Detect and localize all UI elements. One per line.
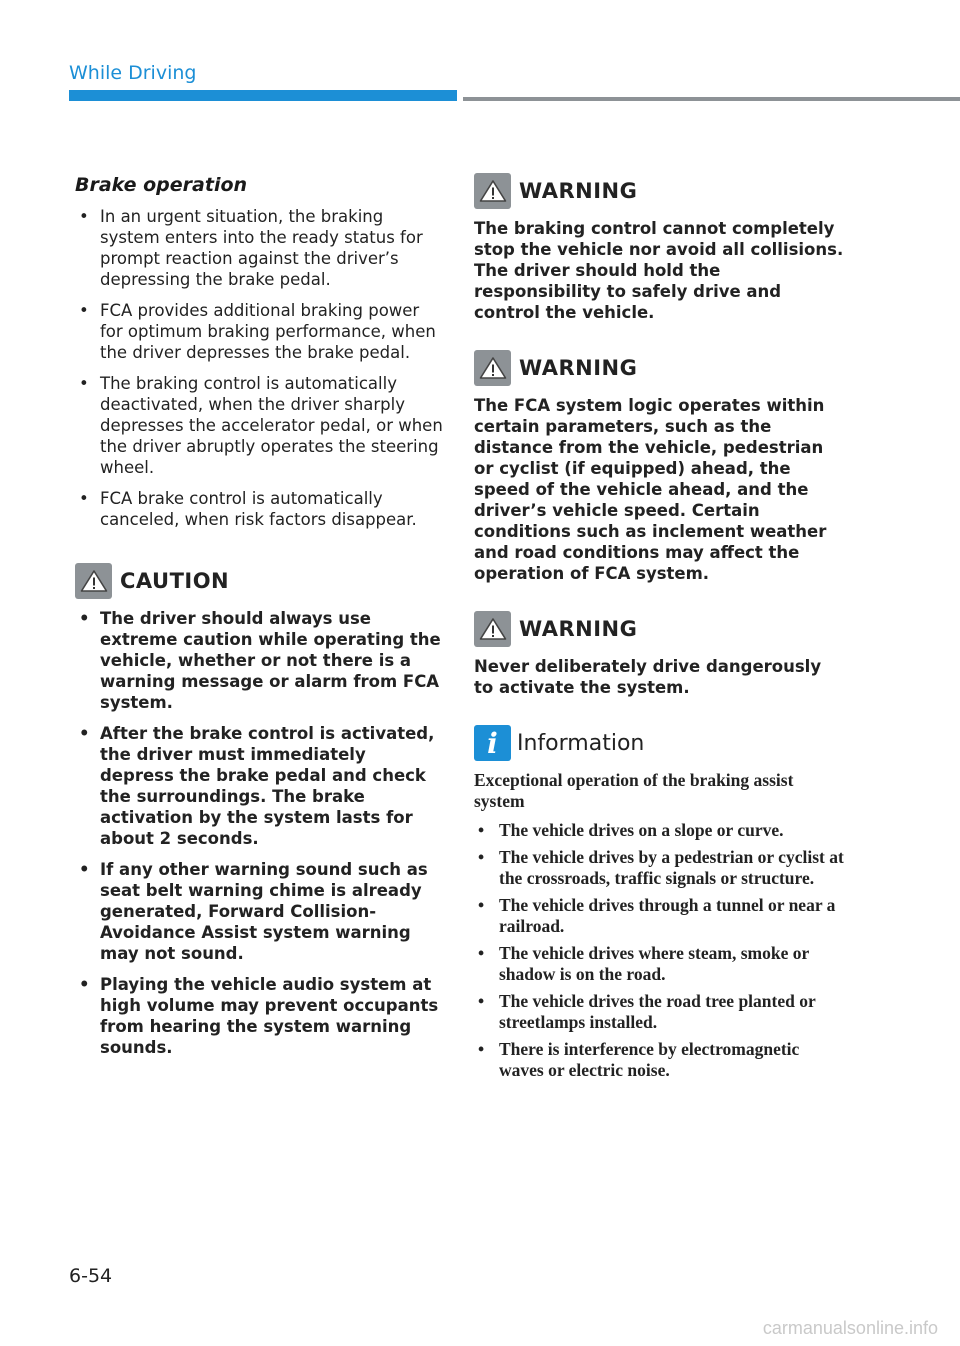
warning-triangle-icon xyxy=(474,173,511,209)
warning-triangle-icon xyxy=(474,611,511,647)
list-item: • The vehicle drives the road tree planted or streetlamps installed. xyxy=(474,991,844,1033)
information-body xyxy=(474,770,844,1081)
warning-triangle-icon xyxy=(474,350,511,386)
list-item: • The vehicle drives where steam, smoke or shadow is on the road. xyxy=(474,943,844,985)
brake-operation-list xyxy=(75,206,445,530)
list-item: • The vehicle drives by a pedestrian or cyclist at the crossroads, traffic signals or structure. xyxy=(474,847,844,889)
information-header xyxy=(474,724,844,762)
caution-header xyxy=(75,562,445,600)
header-rule-grey xyxy=(463,97,960,101)
warning-block xyxy=(474,610,844,698)
information-icon: i xyxy=(474,725,511,761)
list-item: • FCA brake control is automatically canceled, when risk factors disappear. xyxy=(75,488,445,530)
warning-block xyxy=(474,172,844,323)
information-list xyxy=(474,820,844,1081)
caution-label: CAUTION xyxy=(120,569,230,593)
warning-text: The braking control cannot completely stop the vehicle nor avoid all collisions. The driver should hold the responsibility to safely drive and control the vehicle. xyxy=(474,219,844,322)
list-item: • The driver should always use extreme caution while operating the vehicle, whether or not there is a warning message or alarm from FCA system. xyxy=(75,608,445,713)
warning-label: WARNING xyxy=(519,356,638,380)
warning-block xyxy=(474,349,844,584)
warning-label: WARNING xyxy=(519,617,638,641)
list-item: • There is interference by electromagnetic waves or electric noise. xyxy=(474,1039,844,1081)
list-item: • FCA provides additional braking power for optimum braking performance, when the driver depresses the brake pedal. xyxy=(75,300,445,363)
page-number: 6-54 xyxy=(69,1265,113,1287)
warning-header xyxy=(474,172,844,210)
list-item: • If any other warning sound such as seat belt warning chime is already generated, Forward Collision-Avoidance Assist system warning may not sound. xyxy=(75,859,445,964)
information-label: Information xyxy=(517,730,645,756)
information-intro: Exceptional operation of the braking assist system xyxy=(474,770,794,811)
warning-header xyxy=(474,349,844,387)
warning-text: The FCA system logic operates within certain parameters, such as the distance from the vehicle, pedestrian or cyclist (if equipped) ahead, the speed of the vehicle ahead, and the driver’s vehicle speed. Certain conditions such as inclement weather and road conditions may affect the operation of FCA system. xyxy=(474,396,827,583)
section-title: While Driving xyxy=(69,62,197,84)
right-column xyxy=(474,172,844,1087)
list-item: • After the brake control is activated, the driver must immediately depress the brake pedal and check the surroundings. The brake activation by the system lasts for about 2 seconds. xyxy=(75,723,445,849)
warning-text: Never deliberately drive dangerously to activate the system. xyxy=(474,657,822,697)
list-item: • The braking control is automatically deactivated, when the driver sharply depresses the accelerator pedal, or when the driver abruptly operates the steering wheel. xyxy=(75,373,445,478)
warning-triangle-icon xyxy=(75,563,112,599)
watermark: carmanualsonline.info xyxy=(762,1318,938,1338)
warning-header xyxy=(474,610,844,648)
brake-operation-heading: Brake operation xyxy=(75,174,248,196)
header-rule-blue xyxy=(69,90,457,101)
list-item: • In an urgent situation, the braking system enters into the ready status for prompt reaction against the driver’s depressing the brake pedal. xyxy=(75,206,445,290)
list-item: • The vehicle drives on a slope or curve. xyxy=(474,820,844,841)
left-column xyxy=(75,172,445,1068)
caution-list xyxy=(75,608,445,1058)
list-item: • Playing the vehicle audio system at high volume may prevent occupants from hearing the system warning sounds. xyxy=(75,974,445,1058)
warning-label: WARNING xyxy=(519,179,638,203)
list-item: • The vehicle drives through a tunnel or near a railroad. xyxy=(474,895,844,937)
